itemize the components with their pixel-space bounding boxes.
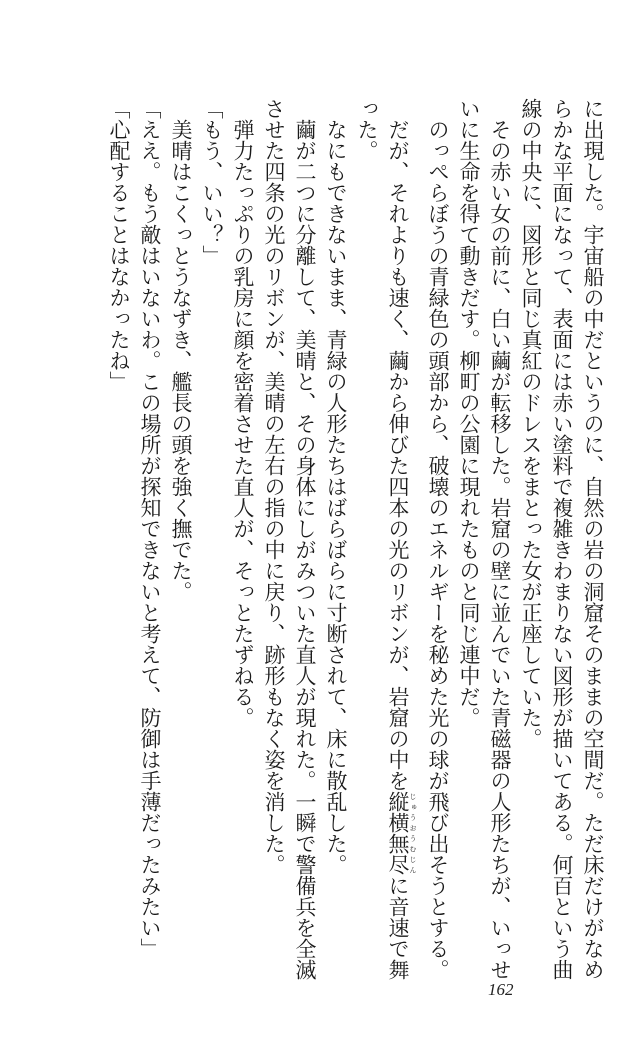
- text-line: 繭が二つに分離して、美晴と、その身体にしがみついた直人が現れた。一瞬で警備兵を全滅: [293, 98, 317, 980]
- dialogue-line: 「心配することはなかったね」: [107, 98, 131, 392]
- text-line: いに生命を得て動きだす。柳町の公園に現れたものと同じ連中だ。: [457, 98, 481, 728]
- ruby-line-before: だが、それよりも速く、繭から伸びた四本の光のリボンが、岩窟の中を: [386, 98, 410, 791]
- text-line: らかな平面になって、表面には赤い塗料で複雑きわまりない図形が描いてある。何百という曲: [550, 98, 574, 980]
- dialogue-line: 「ええ。もう敵はいないわ。この場所が探知できないと考えて、防御は手薄だったみたい」: [138, 98, 162, 959]
- text-line: った。: [355, 98, 379, 161]
- dialogue-line: 「もう、いい？」: [200, 98, 224, 266]
- text-line: なにもできないまま、青緑の人形たちはばらばらに寸断されて、床に散乱した。: [324, 98, 348, 875]
- ruby-annotation: [386, 791, 417, 875]
- text-line: に出現した。宇宙船の中だというのに、自然の岩の洞窟そのままの空間だ。ただ床だけがなめ: [581, 98, 605, 980]
- text-line: させた四条の光のリボンが、美晴の左右の指の中に戻り、跡形もなく姿を消した。: [262, 98, 286, 875]
- ruby-reading: じゅうおうむじん: [409, 791, 417, 875]
- text-line: その赤い女の前に、白い繭が転移した。岩窟の壁に並んでいた青磁器の人形たちが、いっせ: [488, 98, 512, 980]
- text-line: 線の中央に、図形と同じ真紅のドレスをまとった女が正座していた。: [519, 98, 543, 749]
- text-line: 美晴はこくっとうなずき、艦長の頭を強く撫でた。: [169, 98, 193, 602]
- text-line: 弾力たっぷりの乳房に顔を密着させた直人が、そっとたずねる。: [231, 98, 255, 728]
- ruby-line-after: に音速で舞: [386, 875, 410, 980]
- body-text: [98, 98, 608, 980]
- text-line: のっぺらぼうの青緑色の頭部から、破壊のエネルギーを秘めた光の球が飛び出そうとする。: [426, 98, 450, 980]
- ruby-base: 縦横無尽: [386, 791, 410, 875]
- text-line-with-ruby: [382, 98, 417, 980]
- page-number: 162: [488, 980, 514, 999]
